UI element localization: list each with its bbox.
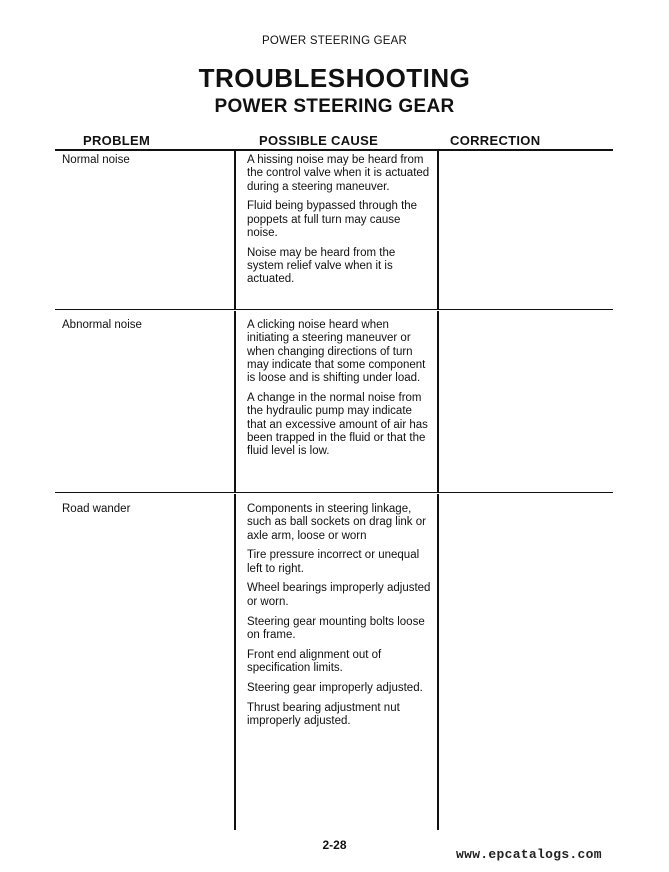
row-divider [55, 309, 613, 310]
row-divider [55, 492, 613, 493]
possible-cause-cell [247, 154, 432, 293]
cause-item: Front end alignment out of specification limits. [247, 648, 382, 674]
cause-item: Wheel bearings improperly adjusted or worn. [247, 582, 431, 608]
cause-item: Components in steering linkage, such as ball sockets on drag link or axle arm, loose or worn [247, 503, 426, 542]
page-title: TROUBLESHOOTING [198, 63, 471, 93]
possible-cause-cell [247, 319, 432, 465]
cause-item: Fluid being bypassed through the poppets at full turn may cause noise. [247, 200, 418, 239]
running-head: POWER STEERING GEAR [261, 35, 407, 47]
page-subtitle: POWER STEERING GEAR [214, 96, 455, 117]
column-divider [437, 150, 439, 310]
column-divider [234, 150, 236, 310]
cause-item: Tire pressure incorrect or unequal left to right. [247, 549, 420, 575]
cause-item: Steering gear improperly adjusted. [247, 681, 423, 694]
watermark: www.epcatalogs.com [456, 847, 602, 862]
possible-cause-cell [247, 503, 432, 735]
column-header-possible-cause: POSSIBLE CAUSE [259, 133, 379, 148]
cause-item: Thrust bearing adjustment nut improperly adjusted. [247, 701, 400, 727]
cause-item: A change in the normal noise from the hydraulic pump may indicate that an excessive amount of air has been trapped in the fluid or that the fluid level is low. [247, 391, 428, 458]
cause-item: Noise may be heard from the system relief valve when it is actuated. [247, 246, 396, 286]
cause-item: A clicking noise heard when initiating a steering maneuver or when changing directions of turn may indicate that some component is loose and is shifting under load. [247, 319, 426, 385]
column-divider [437, 494, 439, 830]
cause-item: A hissing noise may be heard from the control valve when it is actuated during a steering maneuver. [247, 154, 430, 193]
problem-cell: Abnormal noise [62, 319, 142, 331]
problem-cell: Normal noise [62, 154, 130, 166]
column-divider [437, 311, 439, 493]
column-divider [234, 311, 236, 493]
cause-item: Steering gear mounting bolts loose on frame. [247, 615, 425, 641]
column-header-correction: CORRECTION [450, 133, 541, 148]
table-header-rule [55, 149, 613, 151]
page-number: 2-28 [322, 838, 347, 852]
column-header-problem: PROBLEM [83, 133, 151, 148]
column-divider [234, 494, 236, 830]
problem-cell: Road wander [62, 503, 131, 515]
